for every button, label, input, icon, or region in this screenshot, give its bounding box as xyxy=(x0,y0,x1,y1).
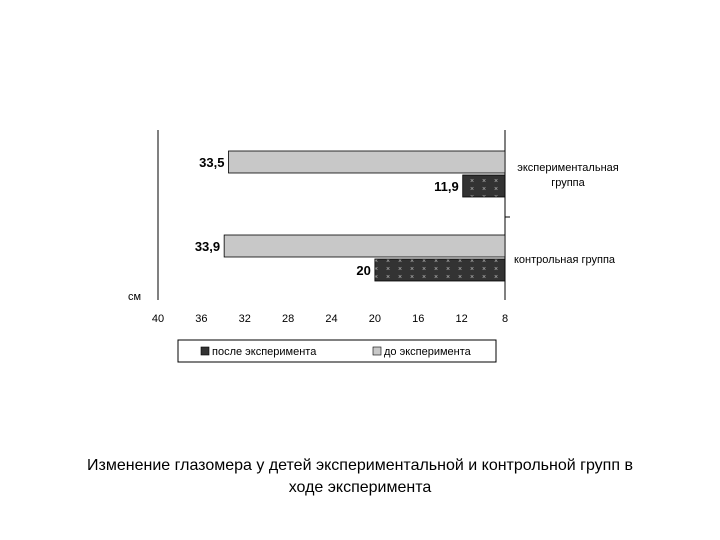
caption-line-1: Изменение глазомера у детей экспериментальной и контрольной групп в xyxy=(87,457,633,474)
data-label-1-0: 20 xyxy=(356,263,371,278)
chart-caption xyxy=(40,455,680,499)
legend-label-1: до эксперимента xyxy=(384,346,471,358)
data-label-0-0: 11,9 xyxy=(434,179,459,194)
data-label-1-1: 33,9 xyxy=(194,239,221,254)
bar-0-1 xyxy=(228,151,505,173)
x-tick-label-2: 32 xyxy=(238,313,251,325)
bar-1-0 xyxy=(375,259,505,281)
category-label-1: контрольная группа xyxy=(514,254,616,266)
x-tick-label-0: 40 xyxy=(151,313,165,325)
legend-label-0: после эксперимента xyxy=(212,346,317,358)
x-axis-unit-label: см xyxy=(128,291,142,303)
x-tick-label-5: 20 xyxy=(368,313,381,325)
legend-swatch-1 xyxy=(373,347,381,355)
bar-0-0 xyxy=(463,175,505,197)
x-tick-label-3: 28 xyxy=(282,313,295,325)
category-label-0: экспериментальная xyxy=(517,162,619,174)
x-tick-label-8: 8 xyxy=(501,313,509,325)
data-label-0-1: 33,5 xyxy=(199,155,225,170)
category-label-0-line2: группа xyxy=(551,177,585,189)
x-tick-label-4: 24 xyxy=(325,313,338,325)
bar-1-1 xyxy=(224,235,505,257)
x-tick-label-1: 36 xyxy=(195,313,208,325)
legend-swatch-0 xyxy=(201,347,209,355)
x-tick-label-6: 16 xyxy=(412,313,425,325)
x-tick-label-7: 12 xyxy=(455,313,468,325)
caption-line-2: ходе эксперимента xyxy=(288,479,432,496)
